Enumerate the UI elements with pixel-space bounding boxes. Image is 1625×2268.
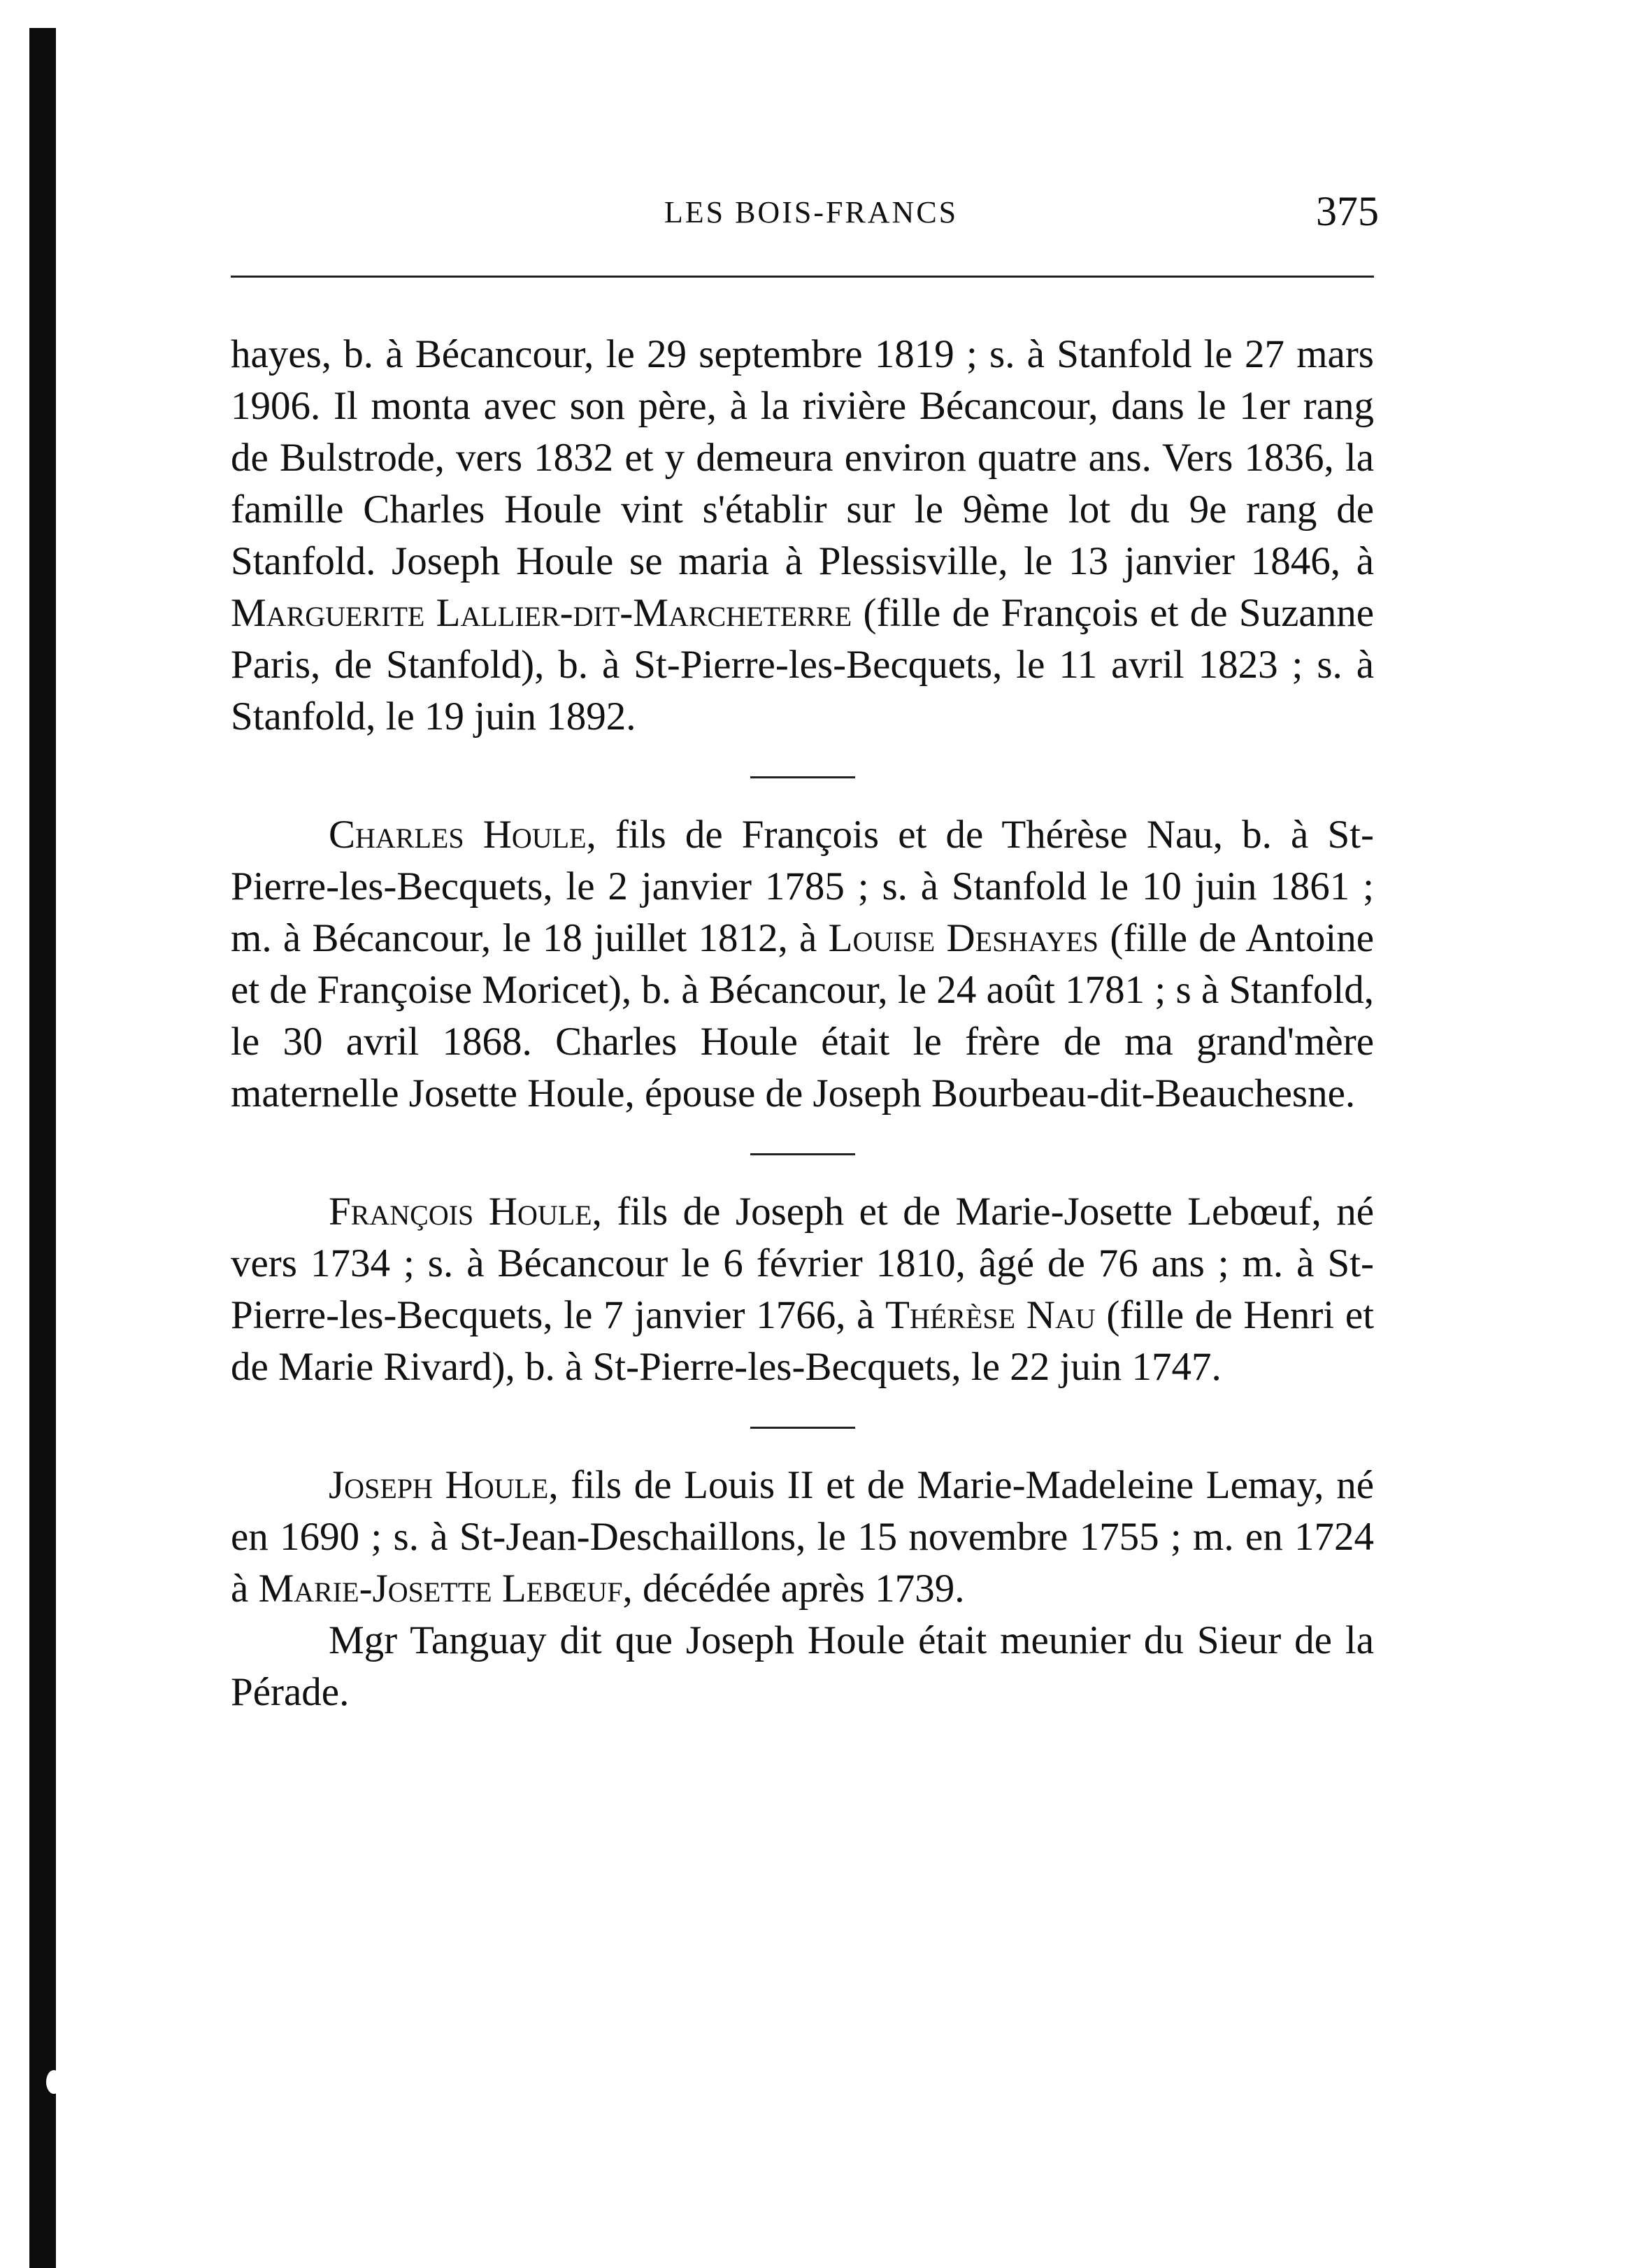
person-name: Joseph Houle [329,1463,549,1507]
entry-francois-houle [231,1186,1374,1393]
paragraph-text: , fils de Joseph et de Marie-Josette Lebœuf, né vers 1734 ; s. à Bécancour le 6 février 1810, âgé de 76 ans ; m. à St-Pierre-les-Becquets, le 7 janvier 1766, à [231,1190,1375,1337]
paragraph-continued [231,329,1374,743]
paragraph-text: (fille de Henri et de Marie Rivard), b. à St-Pierre-les-Becquets, le 22 juin 1747. [231,1293,1374,1389]
person-name: Marie-Josette Lebœuf [258,1567,623,1611]
page-body [231,329,1374,1718]
person-name: François Houle [329,1190,592,1234]
section-separator [750,776,855,778]
paragraph-text: hayes, b. à Bécancour, le 29 septembre 1819 ; s. à Stanfold le 27 mars 1906. Il monta avec son père, à la rivière Bécancour, dans le 1er rang de Bulstrode, vers 1832 et y demeura environ quatre ans. Vers 1836, la famille Charles Houle vint s'établir sur le 9ème lot du 9e rang de Stanfold. Joseph Houle se maria à Plessisville, le 13 janvier 1846, à [231,332,1374,583]
page-header [231,187,1391,243]
person-name: Louise Deshayes [828,916,1099,960]
paragraph-text: , décédée après 1739. [622,1567,965,1611]
running-title: LES BOIS-FRANCS [664,195,959,229]
header-rule [231,276,1374,278]
person-name: Charles Houle [329,813,587,857]
page-number: 375 [1316,188,1379,234]
scan-artifact [46,2070,62,2094]
person-name: Marguerite Lallier-dit-Marcheterre [231,591,852,635]
person-name: Thérèse Nau [885,1293,1096,1337]
note-paragraph [231,1615,1374,1718]
paragraph-text: , fils de François et de Thérèse Nau, b. à St-Pierre-les-Becquets, le 2 janvier 1785 ; s. à Stanfold le 10 juin 1861 ; m. à Bécancour, le 18 juillet 1812, à [231,813,1374,960]
paragraph-text: Mgr Tanguay dit que Joseph Houle était meunier du Sieur de la Pérade. [231,1618,1374,1714]
paragraph-text: (fille de Antoine et de Françoise Moricet), b. à Bécancour, le 24 août 1781 ; s à Stanfold, le 30 avril 1868. Charles Houle était le frère de ma grand'mère maternelle Josette Houle, épouse de Joseph Bourbeau-dit-Beauchesne. [231,916,1374,1115]
entry-charles-houle [231,809,1374,1120]
paragraph-text: , fils de Louis II et de Marie-Madeleine Lemay, né en 1690 ; s. à St-Jean-Deschaillons, le 15 novembre 1755 ; m. en 1724 à [231,1463,1375,1611]
paragraph-text: (fille de François et de Suzanne Paris, de Stanfold), b. à St-Pierre-les-Becquets, le 11 avril 1823 ; s. à Stanfold, le 19 juin 1892. [231,591,1375,739]
binding-edge-shadow [29,28,56,2268]
section-separator [750,1427,855,1429]
section-separator [750,1153,855,1155]
entry-joseph-houle [231,1460,1374,1615]
